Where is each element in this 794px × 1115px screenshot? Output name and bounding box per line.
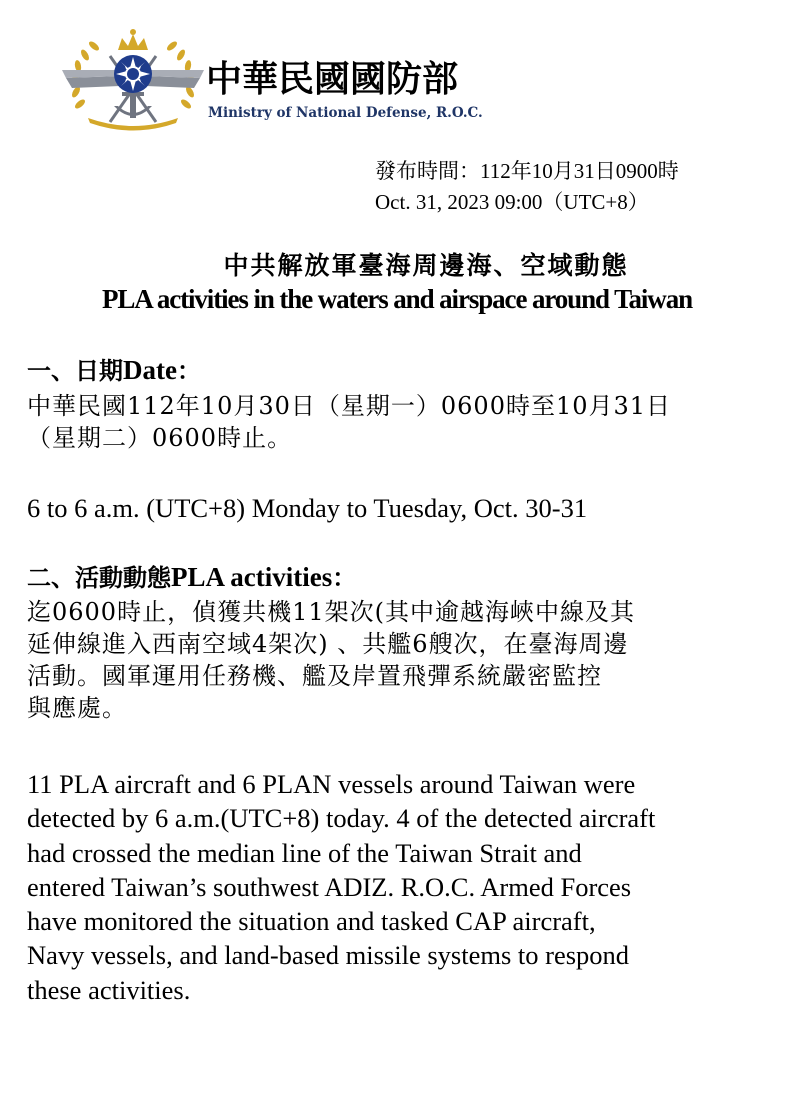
- title-zh: 中共解放軍臺海周邊海、空域動態: [223, 251, 629, 280]
- organization-name-en: Ministry of National Defense, R.O.C.: [208, 105, 483, 121]
- activities-body-zh: [27, 596, 787, 724]
- activities-zh-line: 延伸線進入西南空域4架次) 、共艦6艘次，在臺海周邊: [27, 630, 629, 658]
- title-en: PLA activities in the waters and airspace around Taiwan: [101, 284, 693, 314]
- activities-section-heading: [27, 561, 356, 594]
- date-heading-colon: ：: [176, 357, 201, 385]
- activities-zh-line: 迄0600時止，偵獲共機11架次(其中逾越海峽中線及其: [27, 598, 635, 626]
- date-heading-en: Date: [123, 355, 177, 385]
- activities-zh-line: 活動。國軍運用任務機、艦及岸置飛彈系統嚴密監控: [27, 662, 602, 690]
- activities-en-line: detected by 6 a.m.(UTC+8) today. 4 of the detected aircraft: [27, 803, 656, 834]
- date-body-zh: [27, 390, 787, 454]
- activities-en-line: these activities.: [27, 974, 191, 1005]
- activities-heading-colon: ：: [332, 564, 357, 592]
- ministry-emblem-icon: [58, 26, 208, 138]
- document-title: [0, 250, 794, 316]
- date-en-line: 6 to 6 a.m. (UTC+8) Monday to Tuesday, Oct. 30-31: [27, 493, 588, 523]
- activities-en-line: have monitored the situation and tasked CAP aircraft,: [27, 906, 596, 937]
- date-section-heading: [27, 354, 201, 387]
- date-heading-zh: 一、日期: [27, 357, 123, 385]
- release-time-zh: 發布時間：112年10月31日0900時: [375, 159, 679, 183]
- activities-en-line: entered Taiwan’s southwest ADIZ. R.O.C. Armed Forces: [27, 871, 632, 902]
- header: [58, 26, 518, 146]
- activities-en-line: 11 PLA aircraft and 6 PLAN vessels around Taiwan were: [27, 769, 636, 799]
- date-body-en: [27, 491, 792, 525]
- activities-en-line: had crossed the median line of the Taiwan Strait and: [27, 837, 582, 868]
- release-time: [375, 156, 679, 218]
- activities-body-en: [27, 767, 792, 1007]
- date-zh-line: 中華民國112年10月30日（星期一）0600時至10月31日: [27, 392, 672, 420]
- release-time-en: Oct. 31, 2023 09:00（UTC+8）: [375, 190, 649, 214]
- activities-zh-line: 與應處。: [27, 694, 127, 722]
- date-zh-line: （星期二）0600時止。: [27, 424, 293, 452]
- activities-heading-en: PLA activities: [171, 562, 333, 592]
- organization-name-zh: 中華民國國防部: [206, 59, 459, 100]
- activities-heading-zh: 二、活動動態: [27, 564, 171, 592]
- activities-en-line: Navy vessels, and land-based missile systems to respond: [27, 940, 630, 971]
